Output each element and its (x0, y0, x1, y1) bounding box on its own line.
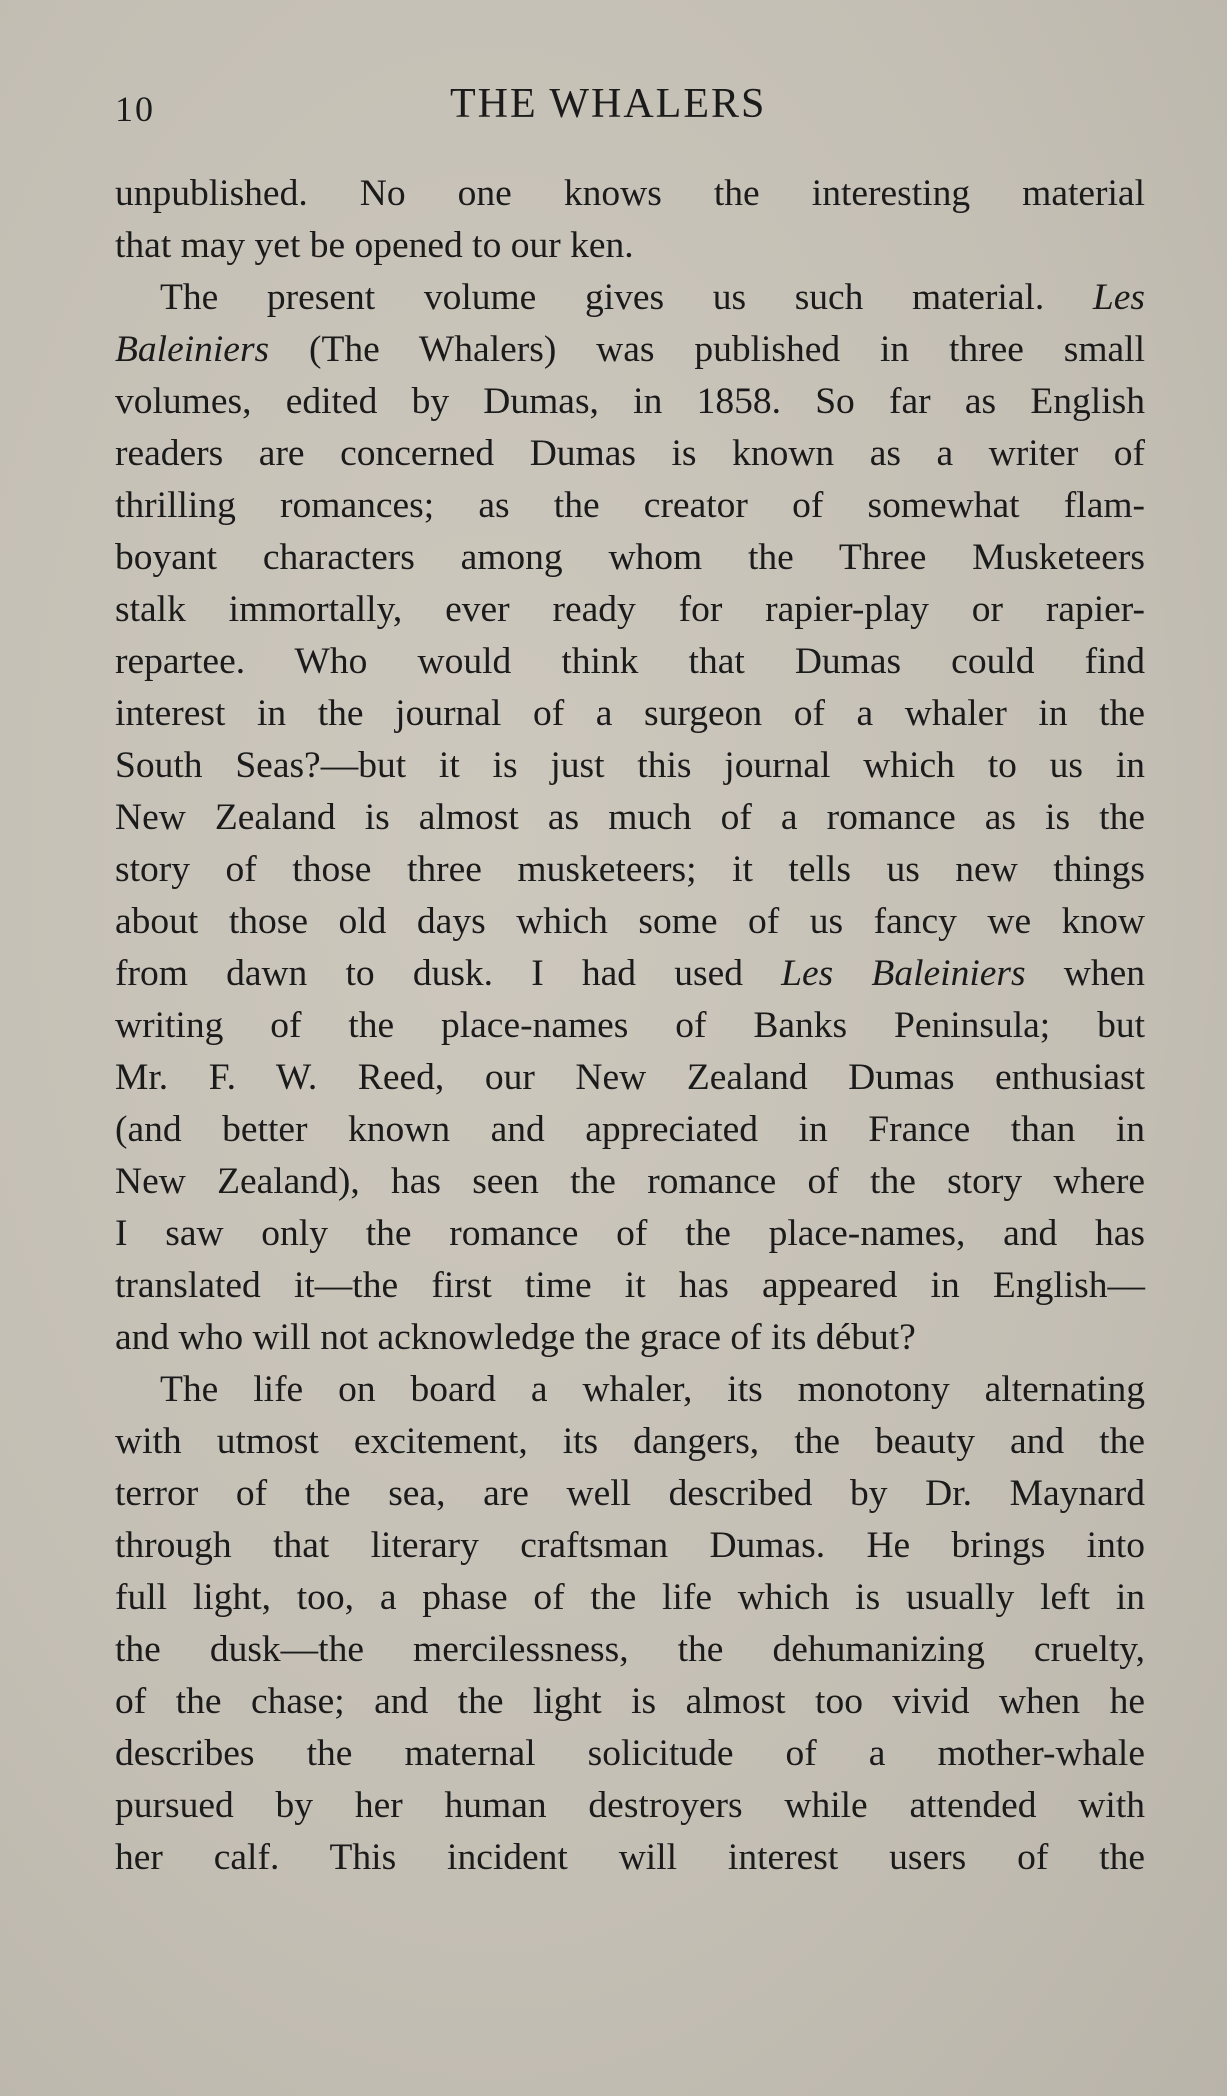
text-line (115, 1312, 1145, 1364)
text-run: terror of the sea, are well described by Dr. Maynard (115, 1473, 1145, 1514)
text-run: pursued by her human destroyers while attended with (115, 1785, 1145, 1826)
text-run: about those old days which some of us fancy we know (115, 901, 1145, 942)
text-line (115, 376, 1145, 428)
text-line (115, 896, 1145, 948)
text-line (115, 1364, 1145, 1416)
text-line (115, 1208, 1145, 1260)
text-run: describes the maternal solicitude of a mother-whale (115, 1733, 1145, 1774)
text-line (115, 1416, 1145, 1468)
text-run: thrilling romances; as the creator of somewhat flam- (115, 485, 1145, 526)
text-line (115, 1000, 1145, 1052)
text-run: with utmost excitement, its dangers, the beauty and the (115, 1421, 1145, 1462)
text-run: New Zealand is almost as much of a romance as is the (115, 797, 1145, 838)
text-run: (and better known and appreciated in France than in (115, 1109, 1145, 1150)
text-run: translated it—the first time it has appeared in English— (115, 1265, 1145, 1306)
italic-title-text: Baleiniers (115, 329, 270, 370)
text-line (115, 1728, 1145, 1780)
text-line (115, 636, 1145, 688)
text-run: interest in the journal of a surgeon of a whaler in the (115, 693, 1145, 734)
text-run: the dusk—the mercilessness, the dehumanizing cruelty, (115, 1629, 1145, 1670)
running-title: THE WHALERS (450, 81, 767, 127)
text-run: volumes, edited by Dumas, in 1858. So far as English (115, 381, 1145, 422)
italic-title-text: Les Baleiniers (781, 953, 1026, 994)
text-line (115, 1104, 1145, 1156)
text-line (115, 168, 1145, 220)
text-line (115, 792, 1145, 844)
text-run: writing of the place-names of Banks Peninsula; but (115, 1005, 1145, 1046)
text-line (115, 1676, 1145, 1728)
text-run: South Seas?—but it is just this journal which to us in (115, 745, 1145, 786)
text-line (115, 1260, 1145, 1312)
text-line (115, 272, 1145, 324)
text-run: boyant characters among whom the Three Musketeers (115, 537, 1145, 578)
text-run: The present volume gives us such material. (160, 277, 1093, 318)
text-run: full light, too, a phase of the life which is usually left in (115, 1577, 1145, 1618)
text-run: when (1025, 953, 1145, 994)
text-line (115, 1780, 1145, 1832)
text-run: Mr. F. W. Reed, our New Zealand Dumas enthusiast (115, 1057, 1145, 1098)
text-run: of the chase; and the light is almost too vivid when he (115, 1681, 1145, 1722)
text-line (115, 1052, 1145, 1104)
text-run: story of those three musketeers; it tells us new things (115, 849, 1145, 890)
text-line (115, 844, 1145, 896)
text-run: (The Whalers) was published in three small (269, 329, 1145, 370)
running-head (115, 80, 1145, 140)
text-line (115, 532, 1145, 584)
text-line (115, 1468, 1145, 1520)
text-run: repartee. Who would think that Dumas could find (115, 641, 1145, 682)
text-line (115, 428, 1145, 480)
text-run: that may yet be opened to our ken. (115, 225, 634, 266)
text-line (115, 480, 1145, 532)
text-line (115, 1624, 1145, 1676)
text-line (115, 688, 1145, 740)
text-line (115, 220, 1145, 272)
text-run: unpublished. No one knows the interesting material (115, 173, 1145, 214)
text-run: her calf. This incident will interest users of the (115, 1837, 1145, 1878)
text-line (115, 740, 1145, 792)
text-line (115, 1572, 1145, 1624)
text-line (115, 584, 1145, 636)
body-text (115, 168, 1145, 1884)
text-run: and who will not acknowledge the grace of its début? (115, 1317, 916, 1358)
text-run: through that literary craftsman Dumas. He brings into (115, 1525, 1145, 1566)
text-run: The life on board a whaler, its monotony alternating (160, 1369, 1145, 1410)
text-line (115, 948, 1145, 1000)
page-number: 10 (115, 89, 155, 129)
text-run: from dawn to dusk. I had used (115, 953, 782, 994)
text-line (115, 1832, 1145, 1884)
text-run: I saw only the romance of the place-names, and has (115, 1213, 1145, 1254)
italic-title-text: Les (1092, 277, 1145, 318)
text-line (115, 324, 1145, 376)
text-line (115, 1156, 1145, 1208)
text-run: New Zealand), has seen the romance of the story where (115, 1161, 1145, 1202)
text-line (115, 1520, 1145, 1572)
text-run: stalk immortally, ever ready for rapier-play or rapier- (115, 589, 1145, 630)
text-run: readers are concerned Dumas is known as a writer of (115, 433, 1145, 474)
